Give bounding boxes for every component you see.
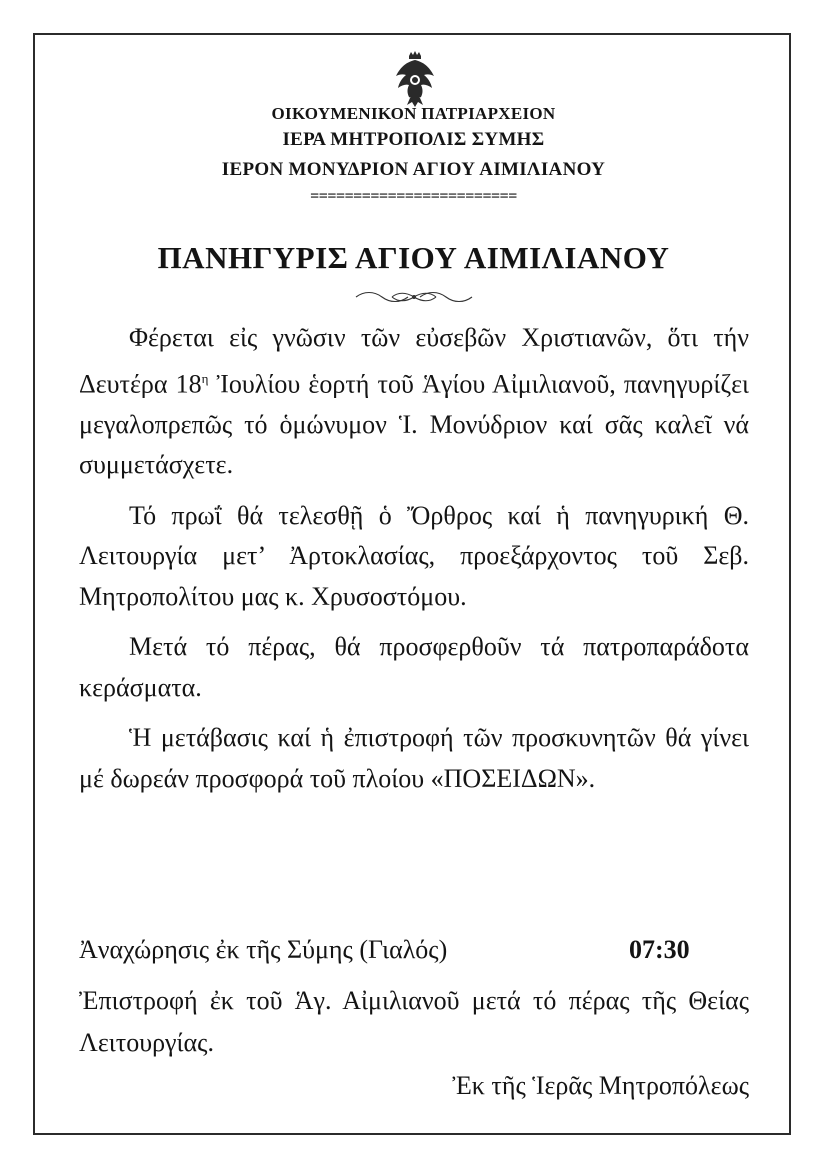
metropolis-heading: ΙΕΡΑ ΜΗΤΡΟΠΟΛΙΣ ΣΥΜΗΣ (282, 129, 545, 150)
signature: Ἐκ τῆς Ἱερᾶς Μητροπόλεως (452, 1071, 749, 1100)
departure-label: Ἀναχώρησις ἐκ τῆς Σύμης (Γιαλός) (79, 935, 448, 964)
paragraph-invitation: Φέρεται εἰς γνῶσιν τῶν εὐσεβῶν Χριστιανῶν, ὅτι τήν Δευτέρα $18^\eta$ Ἰουλίου ἑορτή τοῦ Ἁγίου Αἰμιλιανοῦ, πανηγυρίζει μεγαλοπρεπῶς τό ὁμώνυμον Ἱ. Μονύδριον καί σᾶς καλεῖ νά συμμετάσχετε. (79, 323, 749, 480)
announcement-body (79, 318, 749, 809)
paragraph-transport: Ἡ μετάβασις καί ἡ ἐπιστροφή τῶν προσκυνητῶν θά γίνει μέ δωρεάν προσφορά τοῦ πλοίου «ΠΟΣΕΙΔΩΝ». (79, 723, 749, 793)
monastery-heading: ΙΕΡΟΝ ΜΟΝΥΔΡΙΟΝ ΑΓΙΟΥ ΑΙΜΙΛΙΑΝΟΥ (221, 159, 606, 180)
departure-line (79, 930, 749, 970)
paragraph-refreshments: Μετά τό πέρας, θά προσφερθοῦν τά πατροπαράδοτα κεράσματα. (79, 632, 749, 702)
header-separator: ======================== (310, 188, 517, 205)
patriarchate-heading: ΟΙΚΟΥΜΕΝΙΚΟΝ ΠΑΤΡΙΑΡΧΕΙΟΝ (271, 104, 556, 123)
double-headed-eagle-emblem-icon (393, 50, 437, 108)
page-title: ΠΑΝΗΓΥΡΙΣ ΑΓΙΟΥ ΑΙΜΙΛΙΑΝΟΥ (157, 240, 670, 275)
departure-time: 07:30 (629, 935, 690, 964)
return-info: Ἐπιστροφή ἐκ τοῦ Ἁγ. Αἰμιλιανοῦ μετά τό πέρας τῆς Θείας Λειτουργίας. (79, 986, 749, 1057)
paragraph-liturgy: Τό πρωΐ θά τελεσθῇ ὁ Ὄρθρος καί ἡ πανηγυρική Θ. Λειτουργία μετ’ Ἀρτοκλασίας, προεξάρχοντος τοῦ Σεβ. Μητροπολίτου μας κ. Χρυσοστόμου. (79, 500, 749, 611)
ornament-flourish-icon (352, 288, 476, 306)
